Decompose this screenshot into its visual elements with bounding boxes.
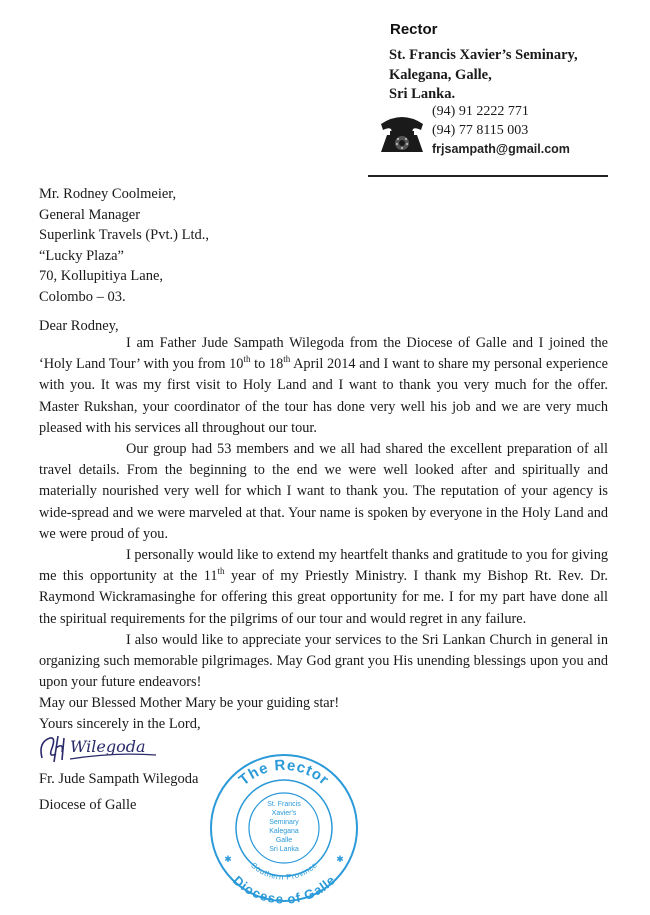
rector-seal-stamp [208, 752, 360, 904]
letterhead-divider [368, 175, 608, 177]
recipient-address [39, 184, 209, 307]
signature-text: Wilegoda [70, 737, 146, 756]
recipient-line: General Manager [39, 206, 141, 223]
letterhead-title: Rector [390, 21, 438, 38]
salutation: Dear Rodney, [39, 318, 119, 334]
ordinal-suffix: th [243, 354, 251, 365]
telephone-icon [377, 112, 427, 154]
ordinal-suffix: th [283, 354, 291, 365]
letter-body [39, 333, 608, 715]
stamp-top-text: The Rector [235, 756, 333, 790]
letterhead-address [389, 46, 578, 105]
stamp-center-line: Sri Lanka [269, 846, 299, 853]
paragraph [39, 545, 608, 630]
paragraph-text: I personally would like to extend my heartfelt thanks and gratitude to you for giving me this opportunity at the 11 [39, 547, 608, 585]
paragraph-text: I am Father Jude Sampath Wilegoda from the Diocese of Galle and I joined the ‘Holy Land Tour’ with you from 10 [39, 335, 608, 373]
phone-number: (94) 91 2222 771 [432, 104, 529, 119]
svg-text:The Rector [236, 757, 333, 789]
recipient-line: 70, Kollupitiya Lane, [39, 268, 164, 284]
stamp-center-line: Kalegana [269, 828, 299, 835]
signer-block [39, 766, 198, 818]
recipient-line: Superlink Travels (Pvt.) Ltd., [39, 227, 209, 243]
letterhead-org-line: St. Francis Xavier’s Seminary, [389, 47, 578, 63]
paragraph-text: April 2014 and I want to share my personal experience with you. It was my first visit to Holy Land and I want to thank you very much for the offer. Master Rukshan, your coordinator of the tour has done very well his job and we are very much pleased with his services all throughout our tour. [39, 356, 608, 436]
email-address[interactable]: frjsampath@gmail.com [432, 142, 570, 156]
paragraph [39, 333, 608, 439]
stamp-center-line: Xavier's [271, 810, 297, 817]
phone-number: (94) 77 8115 003 [432, 123, 529, 138]
svg-text:✱: ✱ [336, 855, 344, 865]
stamp-center-line: St. Francis [267, 801, 301, 808]
paragraph-text: to 18 [250, 356, 284, 373]
svg-text:✱: ✱ [224, 855, 232, 865]
signer-diocese: Diocese of Galle [39, 797, 137, 813]
recipient-line: Mr. Rodney Coolmeier, [39, 186, 177, 202]
stamp-center-line: Galle [275, 837, 293, 844]
closing-line: May our Blessed Mother Mary be your guiding star! [39, 695, 340, 712]
complimentary-close: Yours sincerely in the Lord, [39, 716, 201, 732]
stamp-center-line: Seminary [269, 819, 299, 826]
letterhead-org-line: Kalegana, Galle, [389, 66, 492, 83]
paragraph-text: year of my Priestly Ministry. I thank my Bishop Rt. Rev. Dr. Raymond Wickramasinghe for offering this great opportunity for me. I for my part have done all the spiritual requirements for the pilgrims of our tour and would regret in any failure. [39, 568, 608, 627]
stamp-bottom-text: Diocese of Galle [230, 872, 338, 904]
handwritten-signature [34, 728, 164, 768]
contact-phones [432, 102, 529, 140]
recipient-line: Colombo – 03. [39, 288, 126, 305]
recipient-line: “Lucky Plaza” [39, 247, 124, 264]
letterhead-org-line: Sri Lanka. [389, 86, 456, 102]
paragraph: I also would like to appreciate your services to the Sri Lankan Church in general in organizing such memorable pilgrimages. May God grant you His unending blessings upon you and upon your future endeavors! [39, 631, 608, 691]
stamp-inner-text: Southern Province [249, 860, 319, 882]
paragraph: Our group had 53 members and we all had shared the excellent preparation of all travel details. From the beginning to the end we were well looked after and spiritually and materially nourished very well for which I want to thank you. The reputation of your agency is wide-spread and we were marveled at that. Your name is spoken by everyone in the Holy Land and we were proud of you. [39, 441, 608, 542]
signer-name: Fr. Jude Sampath Wilegoda [39, 771, 199, 787]
ordinal-suffix: th [217, 566, 225, 577]
